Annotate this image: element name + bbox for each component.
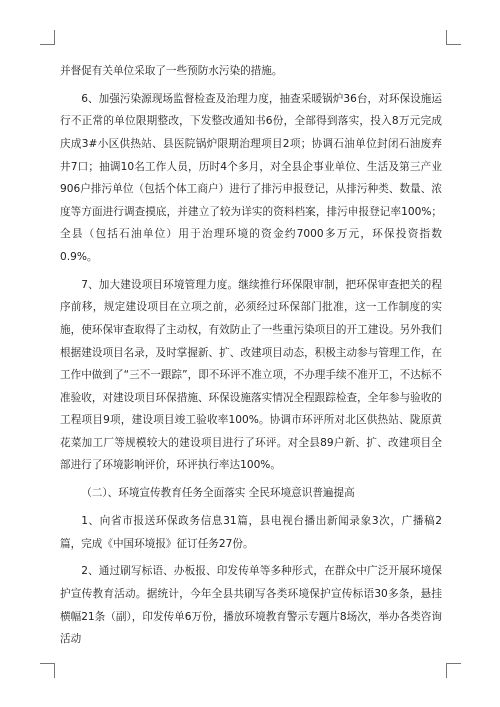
paragraph-continuation: 并督促有关单位采取了一些预防水污染的措施。 xyxy=(60,65,283,77)
crop-mark-top-left xyxy=(40,30,55,45)
crop-mark-bottom-left xyxy=(40,663,55,678)
crop-mark-top-right xyxy=(446,30,461,45)
paragraph-item-2: 2、通过刷写标语、办板报、印发传单等多种形式，在群众中广泛开展环境保护宣传教育活动。据统计，今年全县共刷写各类环境保护宣传标语30多条，悬挂横幅21条（副），印发传单6万份，播放环境教育警示专题片8场次，举办各类咨询活动 xyxy=(60,565,442,646)
document-body xyxy=(60,60,442,656)
crop-mark-bottom-right xyxy=(446,663,461,678)
paragraph-item-7: 7、加大建设项目环境管理力度。继续推行环保限审制，把环保审查把关的程序前移，规定建设项目在立项之前，必须经过环保部门批准，这一工作制度的实施，使环保审查取得了主动权，有效防止了一些重污染项目的开工建设。另外我们根据建设项目名录，及时掌握新、扩、改建项目动态，积极主动参与管理工作，在工作中做到了“三不一跟踪”，即不环评不准立项，不办理手续不准开工，不达标不准验收，对建设项目环保措施、环保设施落实情况全程跟踪检查，全年参与验收的工程项目9项，建设项目竣工验收率100%。协调市环评所对北区供热站、陇原黄花菜加工厂等规模较大的建设项目进行了环评。对全县89户新、扩、改建项目全部进行了环境影响评价，环评执行率达100%。 xyxy=(60,278,442,472)
paragraph-item-1: 1、向省市报送环保政务信息31篇，县电视台播出新闻录象3次，广播稿2篇，完成《中国环境报》征订任务27份。 xyxy=(60,515,442,550)
paragraph-item-6: 6、加强污染源现场监督检查及治理力度，抽查采暖锅炉36台，对环保设施运行不正常的单位限期整改，下发整改通知书6份，全部得到落实，投入8万元完成庆成3#小区供热站、县医院锅炉限期治理项目2项；协调石油单位封闭石油废弃井7口；抽调10名工作人员，历时4个多月，对全县企事业单位、生活及第三产业906户排污单位（包括个体工商户）进行了排污申报登记，从排污种类、数量、浓度等方面进行调查摸底，并建立了较为详实的资料档案，排污申报登记率100%；全县（包括石油单位）用于治理环境的资金约7000多万元，环保投资指数0.9%。 xyxy=(60,92,442,263)
section-heading: （二）、环境宣传教育任务全面落实 全民环境意识普遍提高 xyxy=(81,487,355,500)
